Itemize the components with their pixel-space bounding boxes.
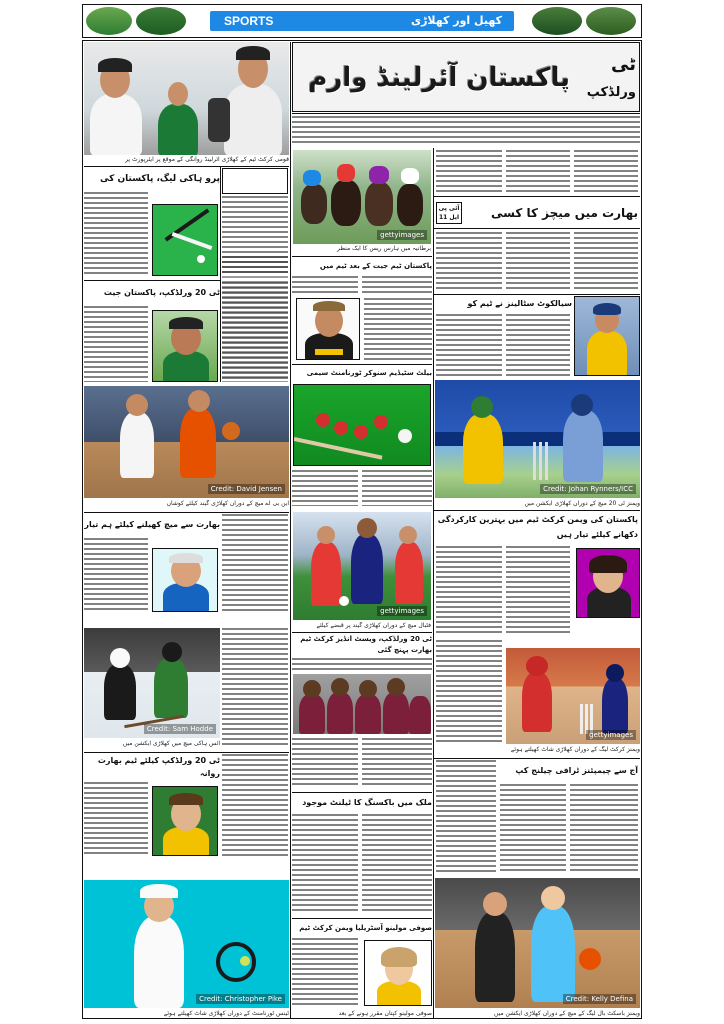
hockey-kicker-box: [222, 168, 288, 194]
snooker-column-2: [362, 470, 432, 506]
horse-photo-credit: gettyimages: [377, 230, 427, 240]
captain-column-3: [364, 298, 432, 360]
women-column-1: [436, 546, 502, 636]
snooker-column-1: [292, 470, 358, 506]
cricket-batting-caption: ویمنز ٹی 20 میچ کے دوران کھلاڑی ایکشن میں: [524, 500, 640, 507]
centre-column-left: [222, 256, 288, 382]
aus-caption: صوفی مولینو کپتان مقرر ہونے کے بعد: [338, 1010, 432, 1017]
women-batting-photo: [506, 648, 640, 744]
amir-headline: ٹی 20 ورلڈکپ، پاکستان جیت: [103, 288, 220, 297]
lead-headline-main: پاکستان آئرلینڈ وارم: [308, 63, 570, 93]
ice-hockey-photo: [84, 628, 220, 738]
women-basketball-photo: [435, 878, 640, 1008]
page-right-rule: [641, 40, 642, 1018]
section-banner-urdu: کھیل اور کھلاڑی: [411, 14, 502, 27]
bottom-rule: [82, 1018, 642, 1019]
lead-story-text: [292, 116, 640, 146]
lead-column-2: [506, 150, 570, 194]
wi-column-3: [362, 738, 432, 788]
captain-headline: پاکستان ٹیم جیت کے بعد ٹیم میں: [319, 262, 432, 270]
aus-top-rule: [292, 918, 432, 919]
trophy-column-1: [500, 784, 566, 872]
lead-photo-players: [84, 42, 289, 155]
boxing-top-rule: [292, 792, 432, 793]
page-left-rule: [82, 40, 83, 1018]
india-column-2: [506, 232, 570, 292]
lead-column-1: [436, 150, 502, 194]
women-player-photo: [576, 548, 640, 618]
col-divider-1: [290, 42, 291, 1018]
india-headline: بھارت میں میچز کا کسی: [491, 206, 638, 220]
wi-headline: ٹی 20 ورلڈکپ، ویسٹ انڈیز کرکٹ ٹیم بھارت پہنچ گئی: [300, 635, 432, 654]
amir-column-1: [84, 306, 148, 382]
women-column-2: [506, 546, 570, 636]
wi-column-1: [292, 658, 432, 670]
section-banner: [210, 11, 514, 31]
women-top-rule: [434, 510, 640, 511]
hockey-column-1: [84, 192, 148, 276]
tennis-credit: Credit: Christopher Pike: [196, 994, 285, 1004]
women-basketball-caption: ویمنز باسکٹ بال لیگ کے میچ کے دوران کھلاڑی ایکشن میں: [494, 1010, 640, 1017]
top-right-thumbnail-1: [532, 7, 582, 35]
trophy-headline: آج سے چیمپئنز ٹرافی چیلنج کپ: [515, 766, 638, 775]
aus-headline: صوفی مولینو آسٹریلیا ویمن کرکٹ ٹیم: [299, 924, 432, 932]
snooker-headline: بیلٹ سٹیڈیم سنوکر ٹورنامنٹ سیمی: [306, 369, 432, 377]
horse-photo-caption: برطانیہ میں ہارس ریس کا ایک منظر: [336, 245, 431, 252]
trophy-column-left: [436, 760, 496, 872]
ice-hockey-side: [222, 628, 288, 748]
boxing-headline: ملک میں باکسنگ کا ٹیلنٹ موجود: [302, 798, 432, 807]
cricket-batting-credit: Credit: Johan Rynners/ICC: [540, 484, 636, 494]
women-batting-caption: ویمنز کرکٹ لیگ کے دوران کھلاڑی شاٹ کھیلتے ہوئے: [510, 746, 640, 753]
lead-bottom-rule: [434, 196, 640, 197]
wc-india-photo: [152, 786, 218, 856]
sialkot-column-2: [506, 314, 570, 378]
wc-india-side: [222, 754, 288, 858]
top-left-thumbnail-2: [136, 7, 186, 35]
basketball-photo: [84, 386, 289, 498]
india-match-rule: [84, 512, 289, 513]
india-column-1: [436, 232, 502, 292]
women-basketball-credit: Credit: Kelly Defina: [563, 994, 636, 1004]
trophy-column-2: [570, 784, 638, 872]
col-divider-2: [433, 148, 434, 1018]
col-divider-3: [220, 166, 221, 382]
section-banner-english: SPORTS: [224, 14, 274, 28]
wi-team-photo: [293, 674, 431, 734]
india-rule: [434, 228, 640, 229]
snooker-photo: [293, 384, 431, 466]
right-mid-column-1: [436, 640, 502, 744]
basketball-credit: Credit: David Jensen: [208, 484, 285, 494]
ice-hockey-credit: Credit: Sam Hodde: [144, 724, 216, 734]
aus-column-1: [292, 938, 358, 1008]
aus-captain-photo: [364, 940, 432, 1006]
football-photo: [293, 512, 431, 620]
sialkot-headline: سیالکوٹ سٹالینز نے ٹیم کو: [467, 299, 572, 308]
football-caption: فٹبال میچ کے دوران کھلاڑی گیند پر قبضے کیلئے: [316, 622, 431, 629]
women-headline: پاکستان کی ویمن کرکٹ ٹیم میں بہترین کارکردگی دکھانے کیلئے تیار ہیں: [437, 515, 638, 539]
wc-india-headline: ٹی 20 ورلڈکپ کیلئے ٹیم بھارت روانہ: [97, 756, 220, 778]
left-top-rule: [84, 166, 289, 167]
captain-column-1: [292, 276, 358, 296]
snooker-top-rule: [292, 364, 432, 365]
football-credit: gettyimages: [377, 606, 427, 616]
wi-column-2: [292, 738, 358, 788]
boxing-column-1: [292, 814, 358, 914]
lead-under-rule: [292, 113, 640, 114]
india-match-side: [222, 514, 288, 612]
sialkot-column-1: [436, 314, 502, 378]
india-match-headline: بھارت سے میچ کھیلنے کیلئے ہم تیار: [84, 520, 220, 529]
trophy-top-rule: [434, 758, 640, 759]
india-match-photo: [152, 548, 218, 612]
captain-column-2: [362, 276, 432, 296]
boxing-column-2: [362, 814, 432, 914]
lead-headline-t20: ٹی: [611, 54, 636, 75]
amir-photo: [152, 310, 218, 382]
lead-column-3: [574, 150, 638, 194]
top-left-thumbnail-1: [86, 7, 132, 35]
lead-headline-worldcup: ورلڈکپ: [586, 85, 636, 100]
wc-india-column-1: [84, 782, 148, 856]
cricket-batting-photo: [435, 380, 640, 498]
hockey-photo: [152, 204, 218, 276]
page-top-rule: [82, 40, 642, 41]
india-column-3: [574, 232, 638, 292]
india-match-column-1: [84, 538, 148, 612]
wi-top-rule: [292, 632, 432, 633]
captain-top-rule: [292, 256, 432, 257]
tennis-caption: ٹینس ٹورنامنٹ کے دوران کھلاڑی شاٹ کھیلتے ہوئے: [163, 1010, 289, 1017]
women-batting-credit: gettyimages: [586, 730, 636, 740]
india-kicker: آئی پی ایل 11: [438, 205, 460, 221]
amir-top-rule: [84, 280, 220, 281]
ice-hockey-caption: آئس ہاکی میچ میں کھلاڑی ایکشن میں: [122, 740, 220, 747]
horse-racing-photo: [293, 150, 431, 244]
lead-photo-caption: قومی کرکٹ ٹیم کے کھلاڑی آئرلینڈ روانگی کے موقع پر ایئرپورٹ پر: [125, 156, 289, 163]
wc-india-rule: [84, 752, 289, 753]
tennis-photo: [84, 880, 289, 1008]
top-right-thumbnail-2: [586, 7, 636, 35]
captain-photo: [296, 298, 360, 360]
hockey-headline: پرو ہاکی لیگ، پاکستان کی: [99, 174, 220, 184]
basketball-caption: این بی اے میچ کے دوران کھلاڑی گیند کیلئے کوشاں: [166, 500, 289, 507]
sialkot-cricketer-photo: [574, 296, 640, 376]
sialkot-top-rule: [434, 294, 640, 295]
